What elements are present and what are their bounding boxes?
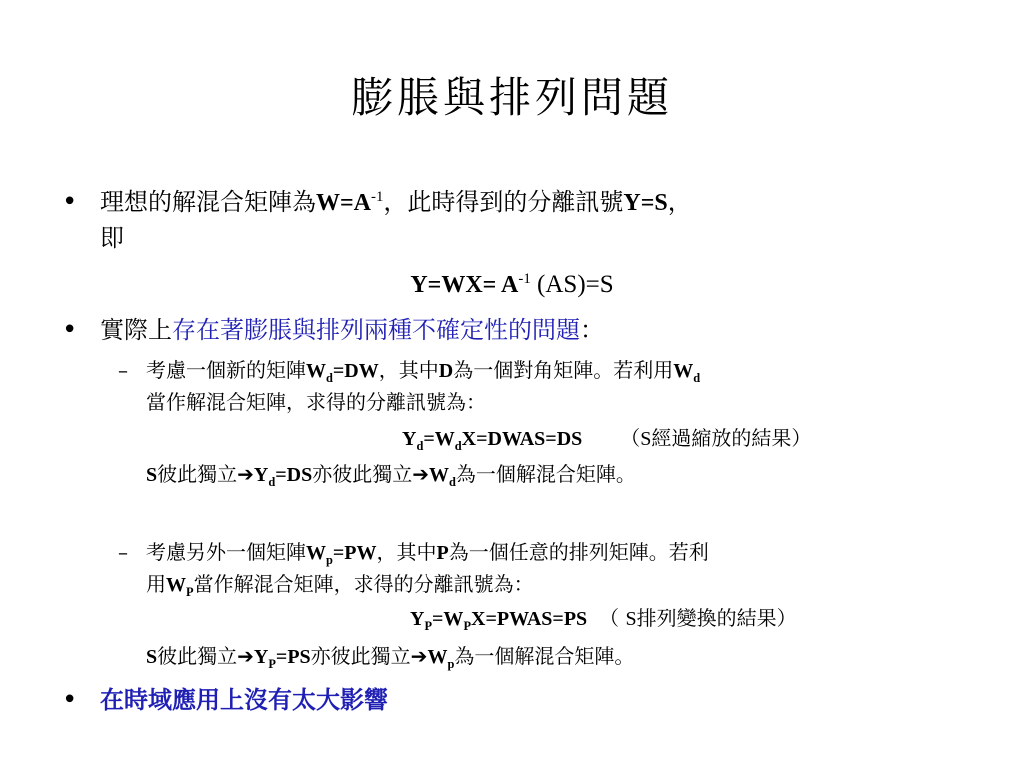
sub-2-formula [410, 604, 797, 633]
formula-ys: Y=S [623, 190, 668, 216]
bullet-2-highlight: 存在著膨脹與排列兩種不確定性的問題 [172, 316, 580, 344]
sub-2-conc-sub-1: P [268, 657, 276, 671]
formula-wp-eq: =PW [332, 542, 377, 564]
bullet-icon: • [62, 187, 78, 217]
sub-2-note-s: S [625, 608, 637, 630]
equation-1-part-b: (AS)=S [530, 271, 614, 298]
sub-2-conc-text-1: 彼此獨立 [157, 644, 238, 668]
slide-title: 膨脹與排列問題 [350, 73, 673, 122]
sub-2-conc-y: Y [253, 646, 269, 668]
sub-1-text-2: ，其中 [378, 358, 439, 382]
bullet-icon: • [62, 315, 78, 345]
sub-2-conc-w: W [427, 646, 448, 668]
sub-1-formula-eq-1: =W [423, 428, 455, 450]
formula-wp-2-sub: P [186, 585, 194, 599]
sub-1-formula-sub-2: d [454, 439, 462, 453]
formula-wd-2: W [673, 360, 694, 382]
sub-2-text: 考慮另外一個矩陣 [146, 540, 306, 564]
sub-1-text: 考慮一個新的矩陣 [146, 358, 306, 382]
sub-2-line-1 [146, 538, 709, 567]
sub-2-formula-y: Y [410, 608, 425, 630]
sub-1-line-2 [146, 388, 486, 416]
formula-wd: W [306, 360, 326, 382]
equation-1 [0, 268, 1024, 301]
sub-2-conclusion [146, 642, 634, 671]
sub-1-conc-w: W [428, 464, 449, 486]
sub-2-conc-text-3: 為一個解混合矩陣。 [454, 644, 635, 668]
formula-w-sup: -1 [371, 189, 384, 205]
sub-1-note: 經過縮放的結果） [651, 426, 812, 450]
sub-1-conc-eq: =DS [275, 464, 313, 486]
sub-1-conc-sub-1: d [268, 475, 276, 489]
formula-wd-eq: =DW [332, 360, 379, 382]
formula-p: P [436, 542, 449, 564]
bullet-2-colon: ： [580, 316, 604, 344]
sub-2-line-2 [146, 570, 534, 599]
sub-2-conc-s: S [146, 646, 158, 668]
bullet-1-text-3: ， [667, 188, 692, 216]
sub-1-note-s: S [640, 428, 652, 450]
formula-wd-sub: d [326, 371, 333, 385]
equation-1-sup: -1 [518, 271, 531, 287]
bullet-3-line: 在時域應用上沒有太大影響 [100, 685, 388, 714]
arrow-right-icon: ➔ [410, 644, 428, 668]
bullet-1-line-2 [100, 222, 124, 254]
sub-1-text-4: 當作解混合矩陣，求得的分離訊號為： [146, 390, 486, 414]
bullet-1-text: 理想的解混合矩陣為 [100, 188, 316, 216]
bullet-1-line-1 [100, 186, 692, 219]
sub-2-note: 排列變換的結果） [636, 606, 797, 630]
bullet-1-text-2: ，此時得到的分離訊號 [383, 188, 624, 216]
bullet-2-lead: 實際上 [100, 316, 172, 344]
dash-icon: – [118, 358, 128, 382]
bullet-icon: • [62, 685, 78, 715]
sub-2-text-2: ，其中 [376, 540, 437, 564]
sub-2-formula-eq-2: X=PWAS=PS [471, 608, 588, 630]
sub-1-conclusion [146, 460, 636, 489]
sub-2-formula-sub-2: P [463, 619, 472, 633]
bullet-2-line [100, 314, 604, 346]
sub-1-note-open: （ [620, 426, 641, 450]
formula-d: D [438, 360, 454, 382]
sub-2-formula-eq-1: =W [432, 608, 464, 630]
arrow-right-icon: ➔ [237, 462, 254, 486]
formula-wp-2: W [166, 574, 186, 596]
sub-1-conc-s: S [146, 464, 158, 486]
formula-wp: W [306, 542, 326, 564]
sub-2-formula-sub-1: P [424, 619, 433, 633]
sub-2-conc-sub-2: p [447, 657, 455, 671]
sub-2-text-4a: 用 [146, 572, 166, 596]
dash-icon: – [118, 540, 128, 564]
sub-1-conc-text-3: 為一個解混合矩陣。 [455, 462, 636, 486]
sub-1-formula-sub-1: d [416, 439, 424, 453]
arrow-right-icon: ➔ [412, 462, 429, 486]
arrow-right-icon: ➔ [237, 644, 254, 668]
sub-1-formula [402, 424, 811, 453]
sub-1-conc-y: Y [253, 464, 269, 486]
sub-2-conc-eq: =PS [275, 646, 311, 668]
formula-wd-2-sub: d [693, 371, 701, 385]
sub-1-conc-text-2: 亦彼此獨立 [312, 462, 413, 486]
sub-2-text-3: 為一個任意的排列矩陣。若利 [448, 540, 709, 564]
sub-1-text-3: 為一個對角矩陣。若利用 [453, 358, 674, 382]
sub-1-conc-text-1: 彼此獨立 [157, 462, 238, 486]
formula-wp-sub: p [326, 553, 333, 567]
sub-1-formula-y: Y [402, 428, 417, 450]
sub-2-conc-text-2: 亦彼此獨立 [310, 644, 411, 668]
sub-1-conc-sub-2: d [448, 475, 456, 489]
sub-1-line-1 [146, 356, 700, 385]
formula-w: W=A [316, 190, 372, 216]
sub-1-formula-eq-2: X=DWAS=DS [461, 428, 583, 450]
sub-2-note-open: （ [599, 606, 626, 630]
equation-1-part-a: Y=WX= A [410, 272, 519, 298]
sub-2-text-4: 當作解混合矩陣，求得的分離訊號為： [193, 572, 534, 596]
bullet-1-text-4: 即 [100, 224, 124, 252]
